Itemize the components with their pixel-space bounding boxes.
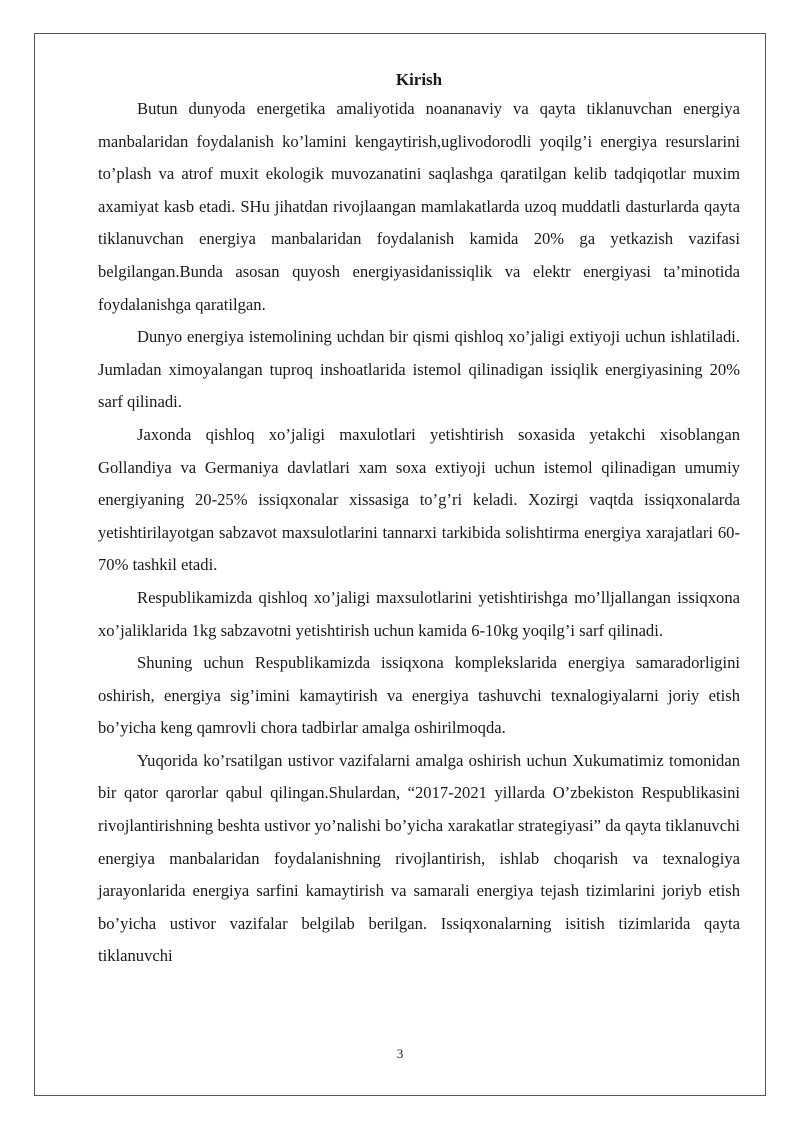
- paragraph-3: Jaxonda qishloq xo’jaligi maxulotlari yetishtirish soxasida yetakchi xisoblangan Gollandiya va Germaniya davlatlari xam soxa extiyoji uchun istemol qilinadigan umumiy energiyaning 20-25% issiqxonalar xissasiga to’g’ri keladi. Xozirgi vaqtda issiqxonalarda yetishtirilayotgan sabzavot maxsulotlarini tannarxi tarkibida solishtirma energiya xarajatlari 60-70% tashkil etadi.: [98, 424, 740, 575]
- page-number: 3: [396, 1046, 404, 1061]
- document-title: Kirish: [395, 70, 443, 89]
- paragraph-5: Shuning uchun Respublikamizda issiqxona komplekslarida energiya samaradorligini oshirish, energiya sig’imini kamaytirish va energiya tashuvchi texnalogiyalarni joriy etish bo’yicha keng qamrovli chora tadbirlar amalga oshirilmoqda.: [98, 653, 740, 738]
- document-body: [98, 66, 740, 973]
- paragraph-6: Yuqorida ko’rsatilgan ustivor vazifalarni amalga oshirish uchun Xukumatimiz tomonidan bir qator qarorlar qabul qilingan.Shulardan, “2017-2021 yillarda O’zbekiston Respublikasini rivojlantirishning beshta ustivor yo’nalishi bo’yicha xarakatlar strategiyasi” da qayta tiklanuvchi energiya manbalaridan foydalanishning rivojlantirish, ishlab choqarish va texnalogiya jarayonlarida energiya sarfini kamaytirish va samarali energiya tejash tizimlarini joriyb etish bo’yicha ustivor vazifalar belgilab berilgan. Issiqxonalarning isitish tizimlarida qayta tiklanuvchi: [98, 750, 740, 966]
- paragraph-1: Butun dunyoda energetika amaliyotida noananaviy va qayta tiklanuvchan energiya manbalaridan foydalanish ko’lamini kengaytirish,uglivodorodli yoqilg’i energiya resurslarini to’plash va atrof muxit ekologik muvozanatini saqlashga qaratilgan kelib tadqiqotlar muxim axamiyat kasb etadi. SHu jihatdan rivojlaangan mamlakatlarda uzoq muddatli dasturlarda qayta tiklanuvchan energiya manbalaridan foydalanish kamida 20% ga yetkazish vazifasi belgilangan.Bunda asosan quyosh energiyasidanissiqlik va elektr energiyasi ta’minotida foydalanishga qaratilgan.: [98, 99, 740, 314]
- paragraph-4: Respublikamizda qishloq xo’jaligi maxsulotlarini yetishtirishga mo’lljallangan issiqxona xo’jaliklarida 1kg sabzavotni yetishtirish uchun kamida 6-10kg yoqilg’i sarf qilinadi.: [98, 587, 740, 640]
- paragraph-2: Dunyo energiya istemolining uchdan bir qismi qishloq xo’jaligi extiyoji uchun ishlatiladi. Jumladan ximoyalangan tuproq inshoatlarida istemol qilinadigan issiqlik energiyasining 20% sarf qilinadi.: [98, 327, 740, 412]
